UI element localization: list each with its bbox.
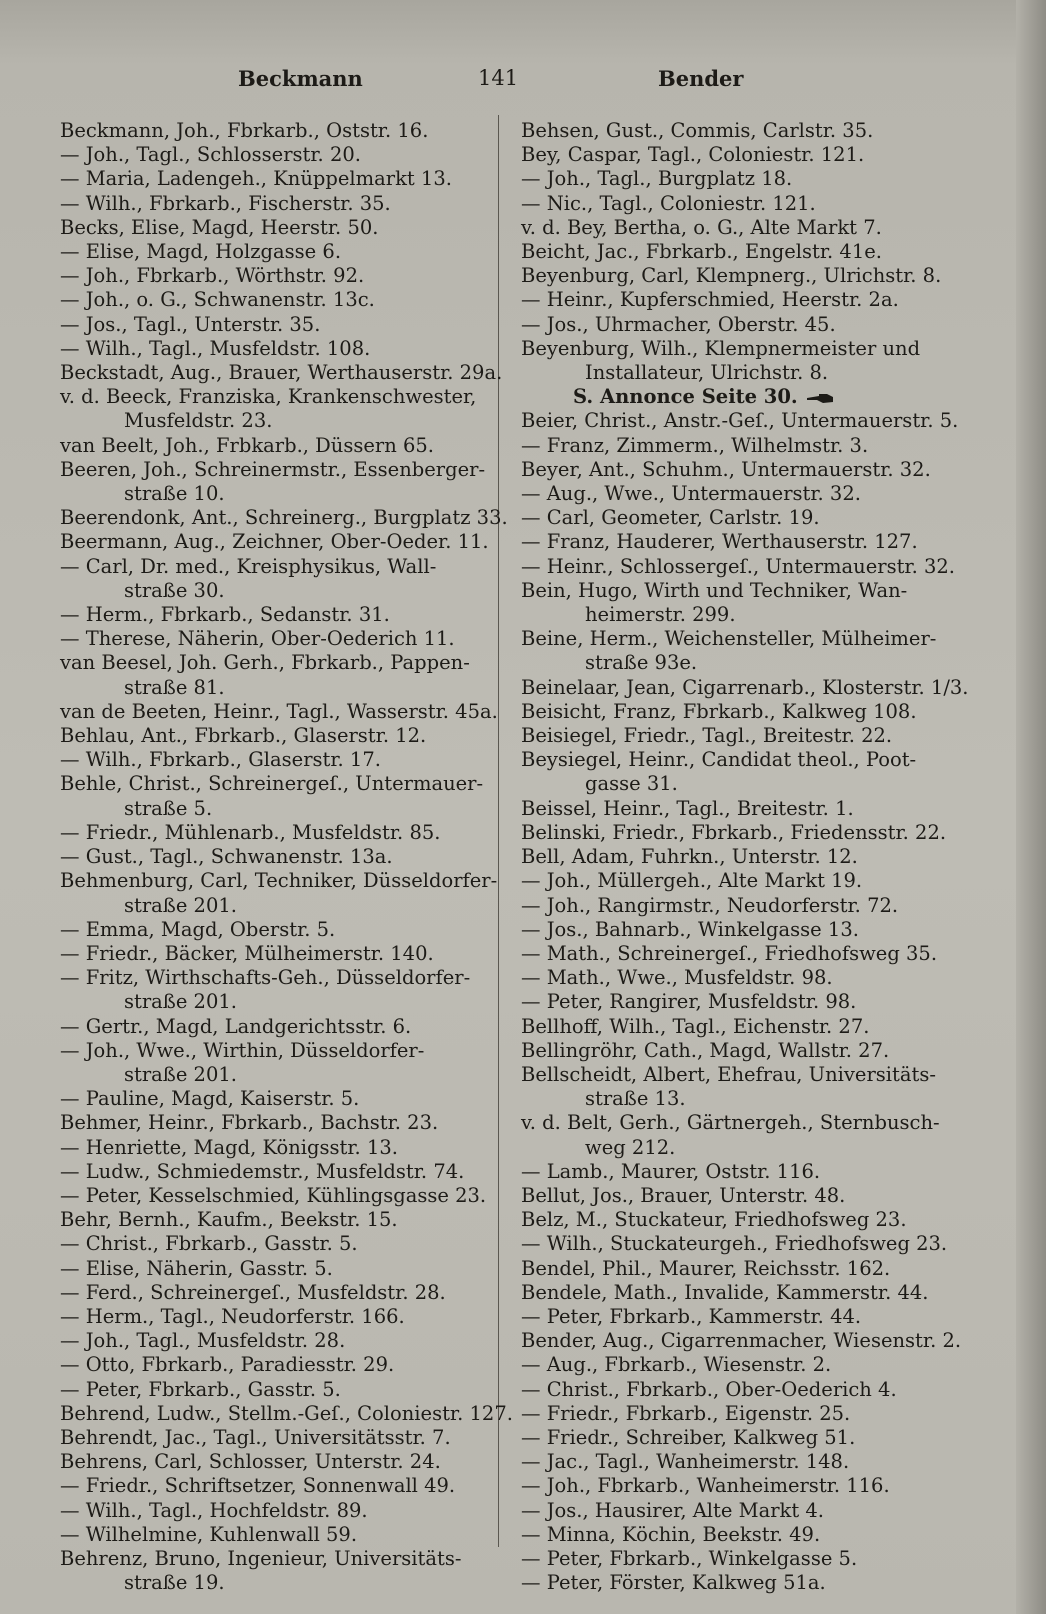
directory-entry [521, 1305, 951, 1329]
entry-text: — Friedr., Bäcker, Mülheimerstr. 140. [60, 941, 434, 965]
directory-entry [60, 1329, 490, 1353]
entry-text: — Wilhelmine, Kuhlenwall 59. [60, 1522, 358, 1546]
directory-entry [521, 675, 969, 700]
directory-entry [521, 1063, 951, 1111]
directory-entry [60, 821, 490, 845]
directory-entry [60, 1208, 490, 1232]
page-header [60, 66, 960, 94]
entry-text: Behle, Christ., Schreinergeſ., Untermauer- [60, 772, 484, 796]
entry-continuation: weg 212. [585, 1135, 676, 1159]
entry-text: — Peter, Kesselschmied, Kühlingsgasse 23. [60, 1183, 487, 1207]
directory-entry [521, 1499, 951, 1523]
directory-entry [60, 918, 490, 942]
directory-entry [60, 603, 490, 627]
directory-entry [60, 966, 490, 1014]
entry-text: — Herm., Fbrkarb., Sedanstr. 31. [60, 603, 390, 627]
entry-text: — Joh., Rangirmstr., Neudorferstr. 72. [521, 893, 899, 917]
directory-entry [521, 821, 951, 845]
entry-continuation: heimerstr. 299. [585, 603, 736, 627]
entry-text: Beckmann, Joh., Fbrkarb., Oststr. 16. [60, 119, 429, 142]
entry-text: — Friedr., Fbrkarb., Eigenstr. 25. [521, 1401, 851, 1425]
entry-text: — Friedr., Mühlenarb., Musfeldstr. 85. [60, 820, 441, 844]
directory-entry [521, 1160, 951, 1184]
page-number: 141 [478, 66, 519, 90]
entry-text: Bellut, Jos., Brauer, Unterstr. 48. [521, 1183, 846, 1207]
directory-entry [60, 699, 498, 724]
entry-text: — Wilh., Tagl., Musfeldstr. 108. [60, 336, 371, 360]
directory-entry [521, 554, 955, 579]
directory-entry [60, 337, 490, 361]
entry-text: Beier, Christ., Anstr.-Geſ., Untermauerstr. 5. [521, 409, 959, 433]
directory-entry [521, 942, 951, 966]
directory-entry [60, 748, 490, 772]
entry-text: Beyenburg, Wilh., Klempnermeister und [521, 336, 921, 360]
directory-entry [521, 797, 951, 821]
entry-text: — Minna, Köchin, Beekstr. 49. [521, 1522, 821, 1546]
entry-text: — Joh., Fbrkarb., Wanheimerstr. 116. [521, 1474, 890, 1498]
entry-continuation: straße 5. [124, 796, 213, 820]
directory-entry [60, 1401, 513, 1426]
entry-text: — Friedr., Schriftsetzer, Sonnenwall 49. [60, 1474, 456, 1498]
directory-entry [521, 1039, 951, 1063]
directory-entry [521, 1015, 951, 1039]
entry-text: — Emma, Magd, Oberstr. 5. [60, 917, 336, 941]
directory-entry [60, 1450, 490, 1474]
directory-entry [521, 192, 951, 216]
entry-text: — Aug., Wwe., Untermauerstr. 32. [521, 482, 861, 506]
entry-text: — Peter, Förster, Kalkweg 51a. [521, 1571, 826, 1595]
directory-entry [521, 918, 951, 942]
entry-text: — Wilh., Tagl., Hochfeldstr. 89. [60, 1498, 368, 1522]
directory-entry [521, 894, 951, 918]
directory-entry [60, 845, 490, 869]
entry-text: Beeren, Joh., Schreinermstr., Essenberger- [60, 457, 486, 481]
directory-entry [60, 1305, 490, 1329]
entry-text: Beicht, Jac., Fbrkarb., Engelstr. 41e. [521, 240, 882, 264]
directory-entry [521, 1329, 962, 1353]
entry-text: Beyer, Ant., Schuhm., Untermauerstr. 32. [521, 457, 931, 481]
directory-entry [60, 264, 490, 288]
directory-entry [521, 409, 959, 433]
entry-text: — Maria, Ladengeh., Knüppelmarkt 13. [60, 167, 452, 191]
directory-entry [60, 1499, 490, 1523]
entry-continuation: straße 201. [124, 893, 237, 917]
directory-entry [60, 506, 508, 530]
entry-text: — Peter, Fbrkarb., Winkelgasse 5. [521, 1546, 858, 1570]
entry-text: — Nic., Tagl., Coloniestr. 121. [521, 191, 816, 215]
directory-entry [60, 119, 490, 143]
entry-text: Bein, Hugo, Wirth und Techniker, Wan- [521, 578, 908, 602]
entry-continuation: straße 93e. [585, 651, 698, 675]
directory-entry [60, 942, 490, 966]
entry-text: Belz, M., Stuckateur, Friedhofsweg 23. [521, 1208, 907, 1232]
directory-entry [521, 1257, 951, 1281]
directory-entry [60, 1474, 490, 1498]
directory-entry [60, 1281, 490, 1305]
entry-continuation: straße 13. [585, 1087, 686, 1111]
directory-entry [60, 869, 498, 917]
directory-entry [521, 869, 951, 893]
entry-text: Beinelaar, Jean, Cigarrenarb., Klosterstr. 1/3. [521, 675, 969, 699]
directory-entry [60, 167, 490, 191]
entry-text: v. d. Belt, Gerh., Gärtnergeh., Sternbusch- [521, 1111, 940, 1135]
entry-text: Behrend, Ludw., Stellm.-Geſ., Coloniestr. 127. [60, 1401, 513, 1425]
entry-text: v. d. Bey, Bertha, o. G., Alte Markt 7. [521, 215, 882, 239]
directory-entry [521, 167, 951, 191]
entry-text: — Lamb., Maurer, Oststr. 116. [521, 1159, 821, 1183]
entry-text: — Joh., o. G., Schwanenstr. 13c. [60, 288, 375, 312]
directory-entry [521, 530, 951, 554]
entry-text: — Carl, Geometer, Carlstr. 19. [521, 506, 820, 530]
entry-text: — Herm., Tagl., Neudorferstr. 166. [60, 1304, 405, 1328]
directory-entry [521, 288, 951, 312]
directory-entry [521, 143, 951, 167]
directory-entry [60, 1353, 490, 1377]
entry-text: van Beelt, Joh., Frbkarb., Düssern 65. [60, 433, 435, 457]
entry-text: Belinski, Friedr., Fbrkarb., Friedensstr. 22. [521, 820, 947, 844]
entry-text: Behrendt, Jac., Tagl., Universitätsstr. 7. [60, 1425, 451, 1449]
entry-text: — Jos., Bahnarb., Winkelgasse 13. [521, 917, 859, 941]
entry-text: Behrenz, Bruno, Ingenieur, Universitäts- [60, 1546, 462, 1570]
entry-text: — Jos., Uhrmacher, Oberstr. 45. [521, 312, 836, 336]
directory-entry [60, 458, 490, 506]
entry-continuation: gasse 31. [585, 772, 678, 796]
directory-entry [60, 1547, 490, 1595]
entry-text: — Math., Wwe., Musfeldstr. 98. [521, 966, 833, 990]
directory-entry [60, 1257, 490, 1281]
directory-entry [521, 724, 951, 748]
directory-entry [60, 434, 490, 458]
entry-text: — Ferd., Schreinergeſ., Musfeldstr. 28. [60, 1280, 446, 1304]
entry-text: Bellingröhr, Cath., Magd, Wallstr. 27. [521, 1038, 890, 1062]
directory-entry [60, 1426, 490, 1450]
header-right-keyword: Bender [658, 66, 744, 91]
entry-text: — Friedr., Schreiber, Kalkweg 51. [521, 1425, 856, 1449]
directory-entry [521, 216, 951, 240]
directory-entry [521, 1547, 951, 1571]
directory-entry [521, 337, 951, 385]
entry-text: Behlau, Ant., Fbrkarb., Glaserstr. 12. [60, 724, 427, 748]
directory-entry [60, 1232, 490, 1256]
entry-text: — Gust., Tagl., Schwanenstr. 13a. [60, 845, 393, 869]
directory-entry [521, 627, 951, 675]
entry-text: Beermann, Aug., Zeichner, Ober-Oeder. 11. [60, 530, 489, 554]
directory-entry [521, 1111, 951, 1159]
entry-text: — Gertr., Magd, Landgerichtsstr. 6. [60, 1014, 412, 1038]
entry-text: Beisiegel, Friedr., Tagl., Breitestr. 22. [521, 724, 893, 748]
entry-text: — Aug., Fbrkarb., Wiesenstr. 2. [521, 1353, 832, 1377]
directory-entry [521, 1281, 951, 1305]
entry-text: — Carl, Dr. med., Kreisphysikus, Wall- [60, 554, 437, 578]
entry-continuation: straße 201. [124, 1062, 237, 1086]
entry-text: Beerendonk, Ant., Schreinerg., Burgplatz 33. [60, 506, 508, 530]
entry-text: — Pauline, Magd, Kaiserstr. 5. [60, 1087, 360, 1111]
directory-entry [60, 313, 490, 337]
directory-entry [60, 530, 490, 554]
entry-text: — Wilh., Fbrkarb., Fischerstr. 35. [60, 191, 391, 215]
entry-text: Beine, Herm., Weichensteller, Mülheimer- [521, 627, 937, 651]
entry-text: — Therese, Näherin, Ober-Oederich 11. [60, 627, 455, 651]
directory-entry [521, 482, 951, 506]
header-left-keyword: Beckmann [238, 66, 363, 91]
directory-entry [60, 1160, 490, 1184]
entry-text: — Christ., Fbrkarb., Ober-Oederich 4. [521, 1377, 897, 1401]
entry-text: Bendele, Math., Invalide, Kammerstr. 44. [521, 1280, 929, 1304]
directory-entry [60, 385, 490, 433]
directory-entry [521, 845, 951, 869]
directory-entry [521, 264, 951, 288]
entry-text: Bell, Adam, Fuhrkn., Unterstr. 12. [521, 845, 858, 869]
entry-continuation: straße 30. [124, 578, 225, 602]
directory-entry [60, 1523, 490, 1547]
entry-text: — Peter, Rangirer, Musfeldstr. 98. [521, 990, 857, 1014]
directory-entry [60, 724, 490, 748]
directory-entry [60, 361, 503, 385]
entry-text: van Beesel, Joh. Gerh., Fbrkarb., Pappen- [60, 651, 470, 675]
directory-entry [521, 1474, 951, 1498]
directory-entry [521, 1184, 951, 1208]
entry-text: — Joh., Wwe., Wirthin, Düsseldorfer- [60, 1038, 425, 1062]
directory-entry [521, 748, 951, 796]
entry-text: Bender, Aug., Cigarrenmacher, Wiesenstr. 2. [521, 1329, 962, 1353]
entry-text: — Jos., Tagl., Unterstr. 35. [60, 312, 321, 336]
entry-text: Behr, Bernh., Kaufm., Beekstr. 15. [60, 1208, 398, 1232]
directory-entry [521, 313, 951, 337]
directory-entry [521, 1353, 951, 1377]
entry-text: — Joh., Fbrkarb., Wörthstr. 92. [60, 264, 365, 288]
directory-entry [60, 240, 490, 264]
directory-entry [60, 772, 490, 820]
entry-text: — Franz, Hauderer, Werthauserstr. 127. [521, 530, 918, 554]
entry-continuation: straße 19. [124, 1571, 225, 1595]
directory-entry [60, 1378, 490, 1402]
entry-text: — Peter, Fbrkarb., Kammerstr. 44. [521, 1304, 862, 1328]
annonce-reference [521, 385, 951, 409]
directory-entry [60, 143, 490, 167]
directory-entry [60, 651, 490, 699]
directory-entry [521, 240, 951, 264]
directory-entry [521, 1426, 951, 1450]
book-spine [1016, 0, 1046, 1614]
directory-entry [60, 555, 490, 603]
directory-entry [521, 1232, 951, 1256]
entry-text: — Wilh., Fbrkarb., Glaserstr. 17. [60, 748, 381, 772]
right-column [521, 119, 969, 1595]
directory-entry [521, 506, 951, 530]
entry-continuation: straße 81. [124, 675, 225, 699]
entry-text: Behrens, Carl, Schlosser, Unterstr. 24. [60, 1450, 441, 1474]
entry-text: Bellscheidt, Albert, Ehefrau, Universitäts- [521, 1062, 936, 1086]
directory-entry [521, 700, 951, 724]
directory-entry [60, 192, 490, 216]
entry-text: — Otto, Fbrkarb., Paradiesstr. 29. [60, 1353, 395, 1377]
entry-text: — Christ., Fbrkarb., Gasstr. 5. [60, 1232, 358, 1256]
entry-text: Beckstadt, Aug., Brauer, Werthauserstr. 29a. [60, 361, 503, 385]
directory-entry [521, 1208, 951, 1232]
directory-entry [60, 1136, 490, 1160]
entry-text: Behsen, Gust., Commis, Carlstr. 35. [521, 119, 874, 142]
directory-entry [521, 1523, 951, 1547]
directory-entry [521, 1450, 951, 1474]
entry-text: S. Annonce Seite 30. [573, 385, 798, 409]
entry-text: — Franz, Zimmerm., Wilhelmstr. 3. [521, 433, 869, 457]
directory-entry [60, 1039, 490, 1087]
directory-entry [521, 119, 951, 143]
entry-text: — Fritz, Wirthschafts-Geh., Düsseldorfer- [60, 966, 471, 990]
entry-text: — Wilh., Stuckateurgeh., Friedhofsweg 23. [521, 1232, 948, 1256]
entry-text: Bendel, Phil., Maurer, Reichsstr. 162. [521, 1256, 891, 1280]
entry-text: — Peter, Fbrkarb., Gasstr. 5. [60, 1377, 341, 1401]
entry-text: — Ludw., Schmiedemstr., Musfeldstr. 74. [60, 1159, 465, 1183]
entry-text: — Jos., Hausirer, Alte Markt 4. [521, 1498, 824, 1522]
directory-entry [60, 1087, 490, 1111]
pointing-hand-icon [805, 392, 835, 404]
entry-text: — Joh., Tagl., Musfeldstr. 28. [60, 1329, 346, 1353]
directory-entry [521, 1378, 951, 1402]
directory-entry [521, 990, 951, 1014]
entry-text: Bey, Caspar, Tagl., Coloniestr. 121. [521, 143, 865, 167]
entry-text: v. d. Beeck, Franziska, Krankenschwester, [60, 385, 477, 409]
entry-continuation: Musfeldstr. 23. [124, 409, 273, 433]
entry-text: van de Beeten, Heinr., Tagl., Wasserstr. 45a. [60, 699, 498, 723]
directory-entry [521, 1571, 951, 1595]
entry-text: Becks, Elise, Magd, Heerstr. 50. [60, 215, 379, 239]
directory-entry [60, 1111, 490, 1135]
entry-text: Beyenburg, Carl, Klempnerg., Ulrichstr. 8. [521, 264, 942, 288]
entry-continuation: straße 10. [124, 482, 225, 506]
entry-text: — Heinr., Kupferschmied, Heerstr. 2a. [521, 288, 899, 312]
entry-text: — Joh., Tagl., Burgplatz 18. [521, 167, 793, 191]
left-column [60, 119, 513, 1595]
entry-text: — Elise, Näherin, Gasstr. 5. [60, 1256, 333, 1280]
entry-text: — Joh., Müllergeh., Alte Markt 19. [521, 869, 863, 893]
directory-entry [521, 434, 951, 458]
directory-entry [60, 627, 490, 651]
entry-continuation: straße 201. [124, 990, 237, 1014]
entry-text: — Heinr., Schlossergeſ., Untermauerstr. 32. [521, 554, 955, 578]
directory-entry [60, 1184, 490, 1208]
directory-entry [60, 288, 490, 312]
directory-entry [60, 216, 490, 240]
directory-entry [521, 458, 951, 482]
entry-text: Beysiegel, Heinr., Candidat theol., Poot- [521, 748, 917, 772]
entry-text: Behmer, Heinr., Fbrkarb., Bachstr. 23. [60, 1111, 439, 1135]
entry-text: — Elise, Magd, Holzgasse 6. [60, 240, 342, 264]
directory-entry [521, 579, 951, 627]
entry-text: Beisicht, Franz, Fbrkarb., Kalkweg 108. [521, 699, 917, 723]
entry-text: Bellhoff, Wilh., Tagl., Eichenstr. 27. [521, 1014, 870, 1038]
entry-text: Behmenburg, Carl, Techniker, Düsseldorfer- [60, 869, 498, 893]
entry-text: Beissel, Heinr., Tagl., Breitestr. 1. [521, 796, 854, 820]
entry-text: — Henriette, Magd, Königsstr. 13. [60, 1135, 398, 1159]
entry-text: — Jac., Tagl., Wanheimerstr. 148. [521, 1450, 850, 1474]
directory-entry [521, 1402, 951, 1426]
column-divider [498, 115, 499, 1547]
entry-text: — Joh., Tagl., Schlosserstr. 20. [60, 143, 361, 167]
entry-continuation: Installateur, Ulrichstr. 8. [585, 361, 829, 385]
entry-text: — Math., Schreinergeſ., Friedhofsweg 35. [521, 941, 938, 965]
directory-entry [60, 1015, 490, 1039]
directory-entry [521, 966, 951, 990]
